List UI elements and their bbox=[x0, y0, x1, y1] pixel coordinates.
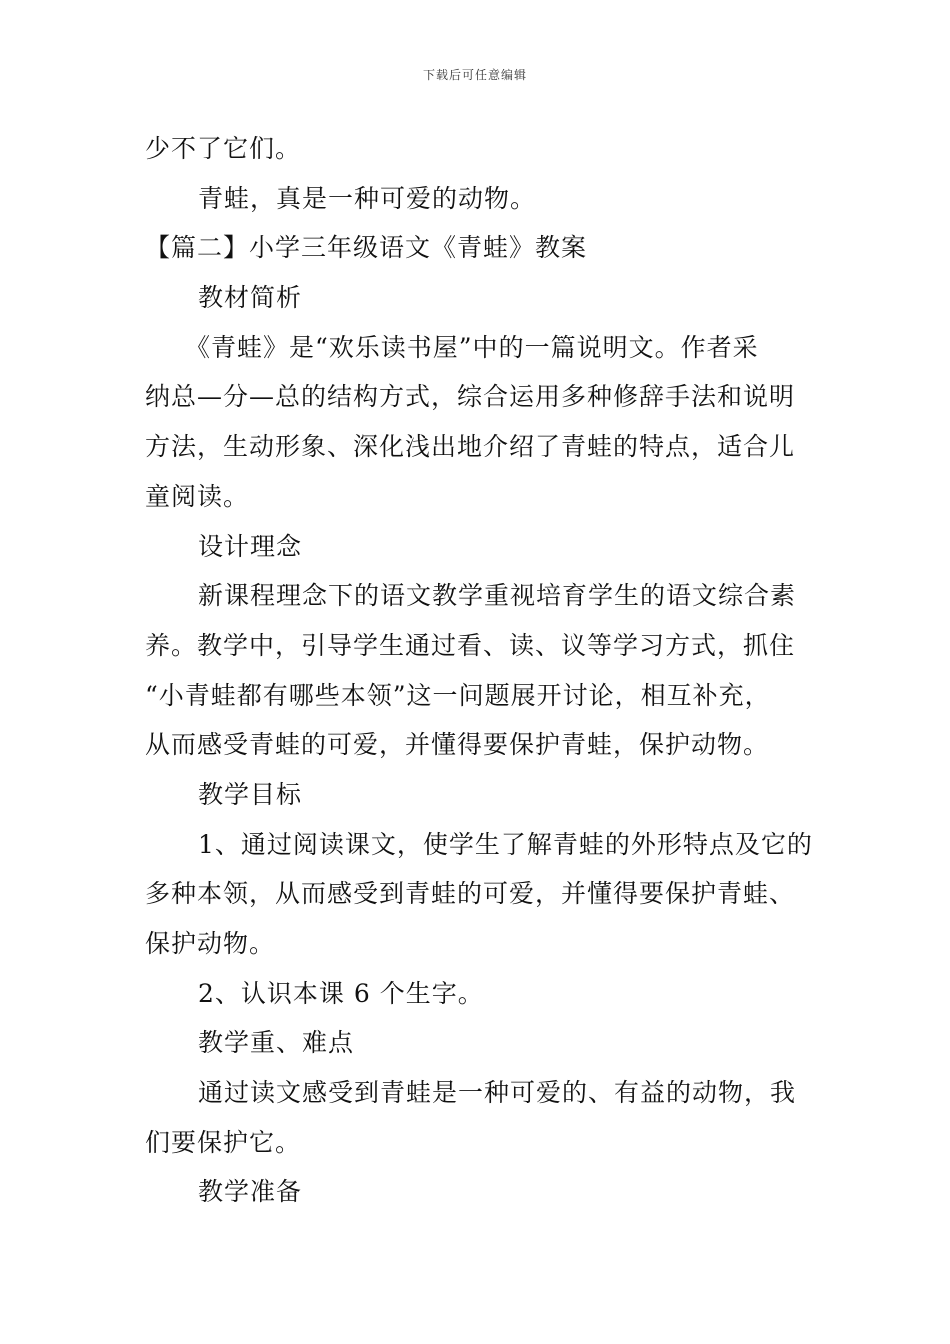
paragraph-line: 多种本领，从而感受到青蛙的可爱，并懂得要保护青蛙、 bbox=[145, 879, 796, 909]
paragraph-line: 2、认识本课 6 个生字。 bbox=[198, 978, 484, 1008]
paragraph-line: 通过读文感受到青蛙是一种可爱的、有益的动物，我 bbox=[198, 1078, 797, 1108]
paragraph-line: 纳总—分—总的结构方式，综合运用多种修辞手法和说明 bbox=[145, 382, 796, 412]
paragraph-line: 少不了它们。 bbox=[145, 134, 302, 163]
paragraph-line: 1、通过阅读课文，使学生了解青蛙的外形特点及它的 bbox=[198, 829, 813, 859]
paragraph-line: 保护动物。 bbox=[145, 929, 276, 958]
paragraph-line: 青蛙，真是一种可爱的动物。 bbox=[198, 183, 537, 213]
paragraph-line: 童阅读。 bbox=[145, 481, 250, 511]
paragraph-line: 养。教学中，引导学生通过看、读、议等学习方式，抓住 bbox=[145, 630, 796, 660]
page-header: 下载后可任意编辑 bbox=[422, 68, 527, 82]
section-heading: 【篇二】小学三年级语文《青蛙》教案 bbox=[145, 233, 588, 263]
paragraph-line: 从而感受青蛙的可爱，并懂得要保护青蛙，保护动物。 bbox=[145, 730, 770, 760]
subheading-key-points: 教学重、难点 bbox=[198, 1028, 355, 1058]
document-body bbox=[145, 124, 813, 1217]
subheading-objectives: 教学目标 bbox=[198, 779, 303, 809]
subheading-materials: 教材简析 bbox=[198, 283, 303, 313]
paragraph-line: “小青蛙都有哪些本领”这一问题展开讨论，相互补充， bbox=[145, 680, 771, 710]
paragraph-line: 们要保护它。 bbox=[145, 1127, 302, 1157]
paragraph-line: 《青蛙》是“欢乐读书屋”中的一篇说明文。作者采 bbox=[185, 332, 759, 362]
subheading-design: 设计理念 bbox=[198, 531, 303, 561]
paragraph-line: 新课程理念下的语文教学重视培育学生的语文综合素 bbox=[198, 581, 797, 611]
paragraph-line: 方法，生动形象、深化浅出地介绍了青蛙的特点，适合儿 bbox=[145, 432, 796, 462]
subheading-preparation: 教学准备 bbox=[198, 1177, 303, 1207]
